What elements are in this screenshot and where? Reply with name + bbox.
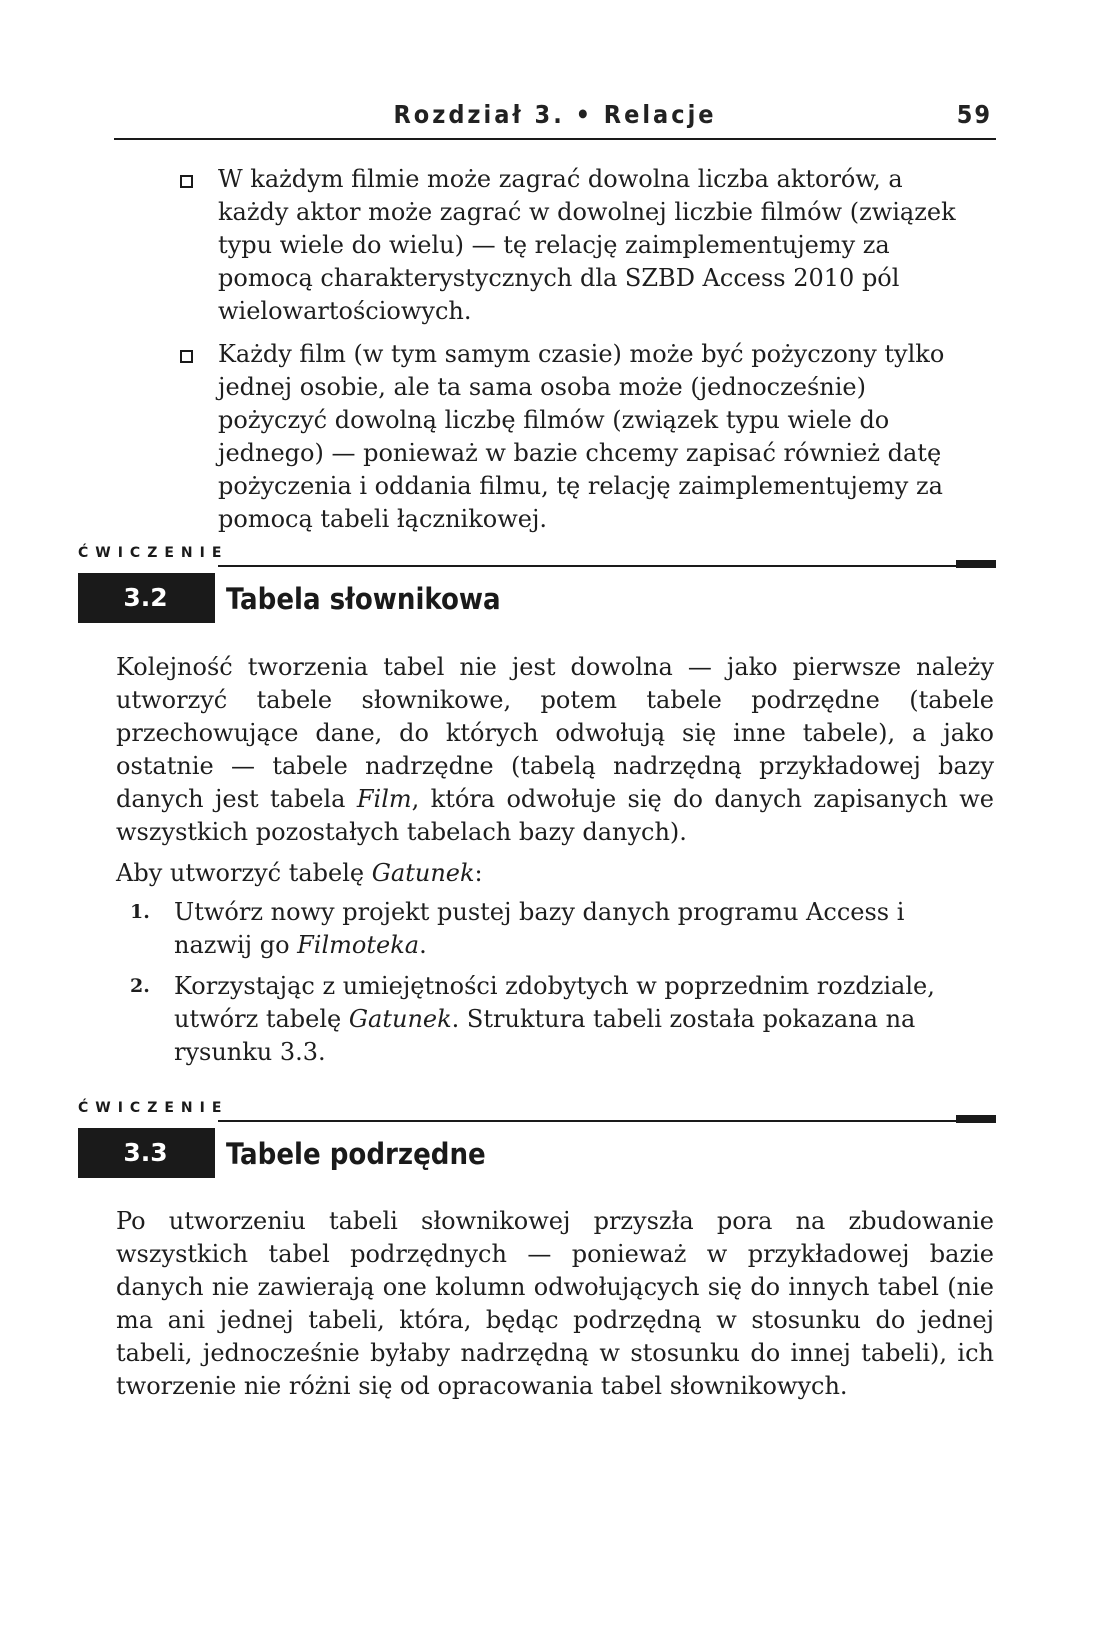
exercise-3-2-intro — [116, 857, 994, 890]
exercise-3-2-steps — [130, 896, 970, 1077]
exercise-title: Tabela słownikowa — [226, 582, 501, 616]
running-title: Rozdział 3. • Relacje — [393, 100, 717, 129]
exercise-number: 3.2 — [78, 573, 213, 623]
step-text: . — [419, 931, 427, 959]
paragraph-text: , która odwołuje się do danych zapisanych we wszystkich pozostałych tabelach bazy danych). — [116, 785, 994, 846]
paragraph-text: Kolejność tworzenia tabel nie jest dowolna — jako pierwsze należy utworzyć tabele słownikowe, potem tabele podrzędne (tabele przechowujące dane, do których odwołują się inne tabele), a jako ostatnie — tabele nadrzędne (tabelą nadrzędną przykładowej bazy danych jest tabela — [116, 653, 994, 813]
checkbox-bullet-icon — [180, 175, 193, 188]
step-item — [130, 896, 970, 962]
exercise-divider — [213, 573, 215, 623]
step-text: . Struktura tabeli została pokazana na rysunku 3.3. — [174, 1005, 916, 1066]
exercise-number: 3.3 — [78, 1128, 213, 1178]
step-number: 1. — [130, 901, 150, 923]
step-text: Korzystając z umiejętności zdobytych w poprzednim rozdziale, utwórz tabelę — [174, 972, 935, 1033]
exercise-label: ĆWICZENIE — [78, 1100, 229, 1116]
exercise-rule — [218, 1120, 996, 1122]
intro-text: Aby utworzyć tabelę — [116, 859, 372, 887]
bullet-text: Każdy film (w tym samym czasie) może być pożyczony tylko jednej osobie, ale ta sama osoba może (jednocześnie) pożyczyć dowolną liczbę filmów (związek typu wiele do jednego) — ponieważ w bazie chcemy zapisać również datę pożyczenia i oddania filmu, tę relację zaimplementujemy za pomocą tabeli łącznikowej. — [218, 340, 945, 533]
exercise-title: Tabele podrzędne — [226, 1137, 486, 1171]
paragraph-italic-term: Film — [356, 785, 412, 813]
step-text: Utwórz nowy projekt pustej bazy danych programu Access i nazwij go — [174, 898, 905, 959]
running-header — [114, 98, 996, 140]
step-italic-term: Gatunek — [348, 1005, 452, 1033]
bullet-list — [178, 163, 978, 546]
exercise-rule-tab — [956, 1115, 996, 1123]
exercise-header-3-2 — [78, 545, 996, 631]
bullet-item — [178, 338, 978, 536]
exercise-divider — [213, 1128, 215, 1178]
exercise-label: ĆWICZENIE — [78, 545, 229, 561]
intro-italic-term: Gatunek — [371, 859, 475, 887]
bullet-text: W każdym filmie może zagrać dowolna liczba aktorów, a każdy aktor może zagrać w dowolnej liczbie filmów (związek typu wiele do wielu) — tę relację zaimplementujemy za pomocą charakterystycznych dla SZBD Access 2010 pól wielowartościowych. — [218, 165, 956, 325]
step-number: 2. — [130, 975, 150, 997]
step-item — [130, 970, 970, 1069]
exercise-rule — [218, 565, 996, 567]
exercise-3-3-paragraph: Po utworzeniu tabeli słownikowej przyszła pora na zbudowanie wszystkich tabel podrzędnych — ponieważ w przykładowej bazie danych nie zawierają one kolumn odwołujących się do innych tabel (nie ma ani jednej tabeli, która, będąc podrzędną w stosunku do jednej tabeli, jednocześnie byłaby nadrzędną w stosunku do innej tabeli), ich tworzenie nie różni się od opracowania tabel słownikowych. — [116, 1207, 994, 1400]
bullet-item — [178, 163, 978, 328]
page-number: 59 — [956, 100, 992, 129]
exercise-header-3-3 — [78, 1100, 996, 1186]
exercise-rule-tab — [956, 560, 996, 568]
checkbox-bullet-icon — [180, 350, 193, 363]
exercise-3-2-paragraph — [116, 651, 994, 849]
intro-text: : — [474, 859, 483, 887]
step-italic-term: Filmoteka — [297, 931, 420, 959]
